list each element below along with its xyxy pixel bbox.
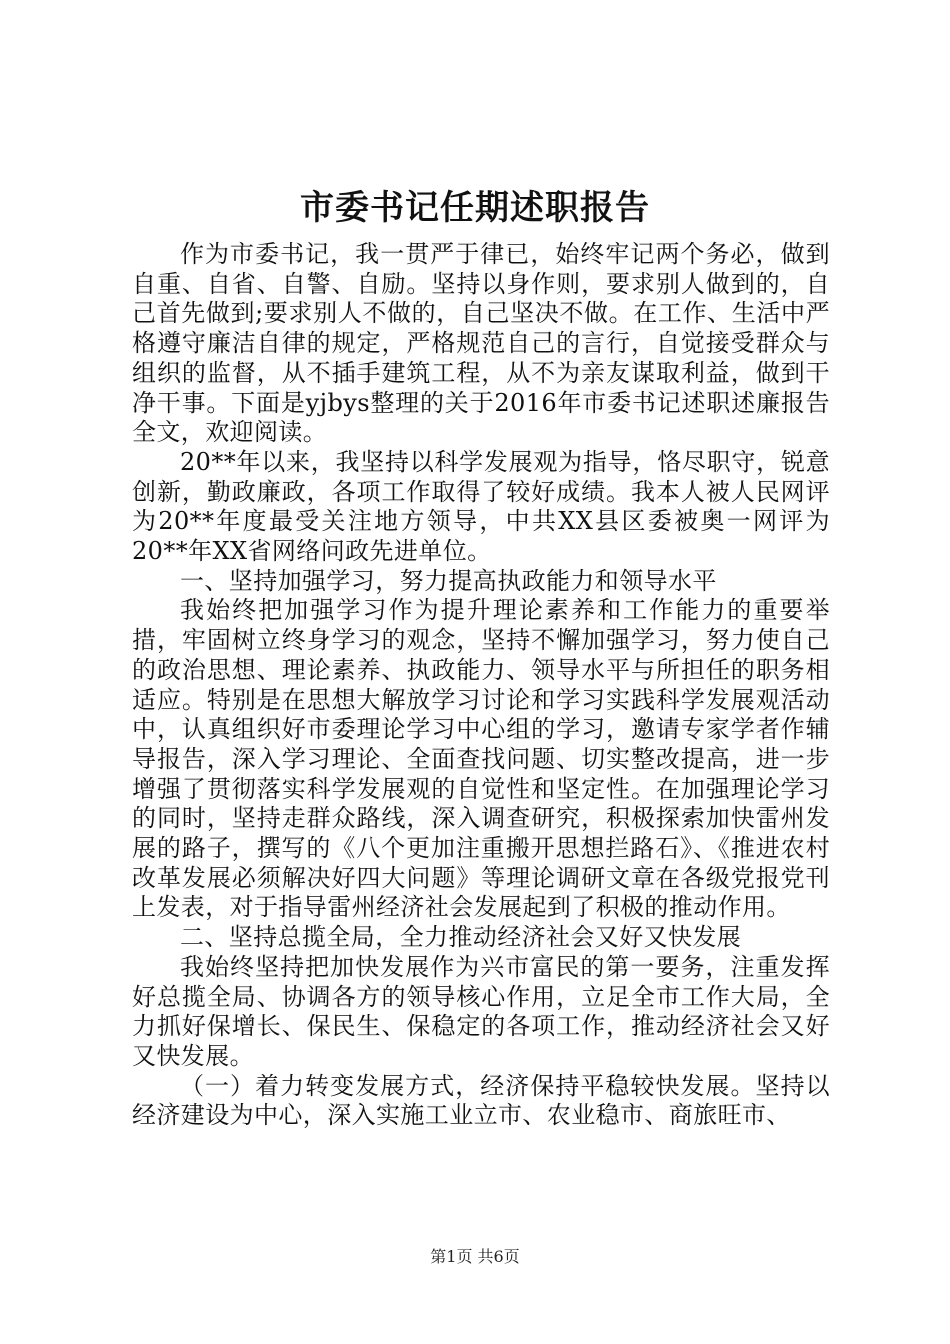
paragraph-intro: 作为市委书记，我一贯严于律已，始终牢记两个务必，做到自重、自省、自警、自励。坚持以身作则，要求别人做到的，自己首先做到;要求别人不做的，自己坚决不做。在工作、生活中严格遵守廉洁自律的规定，严格规范自己的言行，自觉接受群众与组织的监督，从不插手建筑工程，从不为亲友谋取利益，做到干净干事。下面是yjbys整理的关于2016年市委书记述职述廉报告全文，欢迎阅读。 [132,240,830,447]
page-number-footer: 第1页 共6页 [430,1247,520,1266]
paragraph-economy: （一）着力转变发展方式，经济保持平稳较快发展。坚持以经济建设为中心，深入实施工业立市、农业稳市、商旅旺市、 [132,1071,830,1130]
paragraph-study: 我始终把加强学习作为提升理论素养和工作能力的重要举措，牢固树立终身学习的观念，坚持不懈加强学习，努力使自己的政治思想、理论素养、执政能力、领导水平与所担任的职务相适应。特别是在思想大解放学习讨论和学习实践科学发展观活动中，认真组织好市委理论学习中心组的学习，邀请专家学者作辅导报告，深入学习理论、全面查找问题、切实整改提高，进一步增强了贯彻落实科学发展观的自觉性和坚定性。在加强理论学习的同时，坚持走群众路线，深入调查研究，积极探索加快雷州发展的路子，撰写的《八个更加注重搬开思想拦路石》、《推进农村改革发展必须解决好四大问题》等理论调研文章在各级党报党刊上发表，对于指导雷州经济社会发展起到了积极的推动作用。 [132,596,830,922]
document-title: 市委书记任期述职报告 [300,188,650,228]
document-body [132,240,830,1131]
paragraph-development: 我始终坚持把加快发展作为兴市富民的第一要务，注重发挥好总揽全局、协调各方的领导核心作用，立足全市工作大局，全力抓好保增长、保民生、保稳定的各项工作，推动经济社会又好又快发展。 [132,952,830,1070]
paragraph-overview: 20**年以来，我坚持以科学发展观为指导，恪尽职守，锐意创新，勤政廉政，各项工作取得了较好成绩。我本人被人民网评为20**年度最受关注地方领导，中共XX县区委被奥一网评为20**年XX省网络问政先进单位。 [132,447,830,566]
section-heading-2: 二、坚持总揽全局，全力推动经济社会又好又快发展 [180,923,742,952]
section-heading-1: 一、坚持加强学习，努力提高执政能力和领导水平 [180,566,717,595]
